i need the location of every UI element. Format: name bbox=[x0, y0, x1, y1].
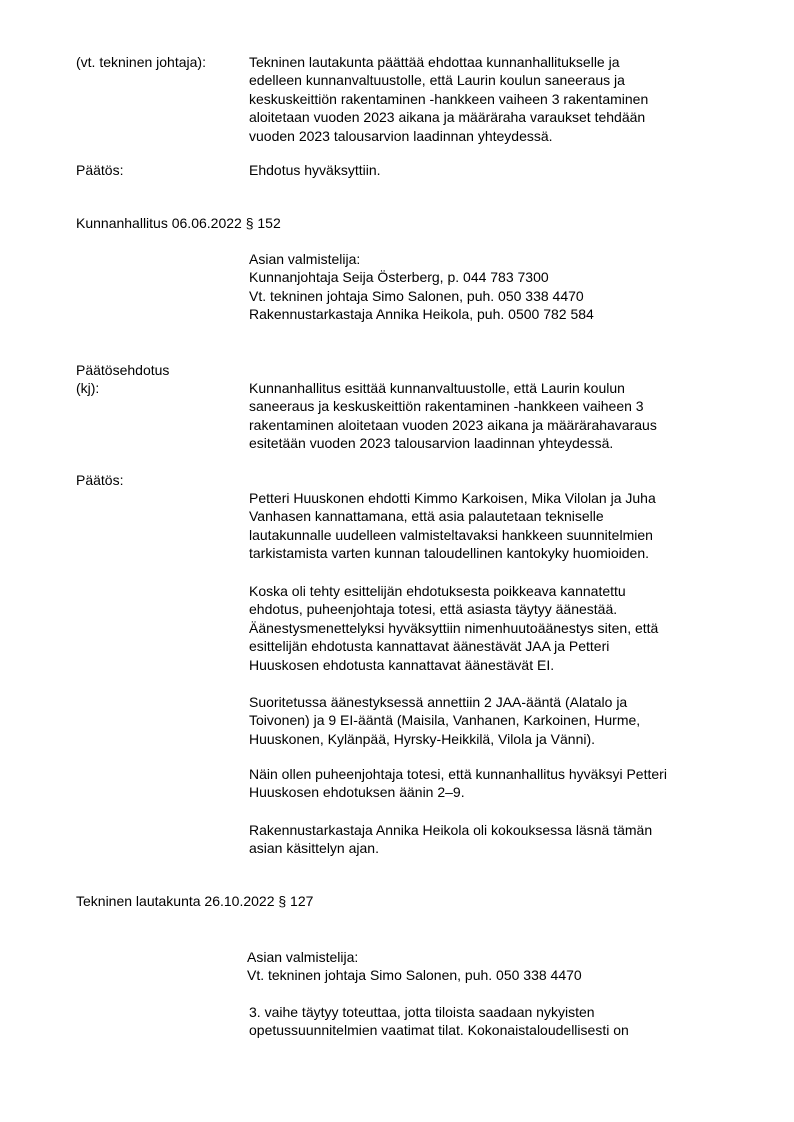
text-line: Päätösehdotus bbox=[76, 362, 170, 378]
text-line: Koska oli tehty esittelijän ehdotuksesta poikkeava kannatettu bbox=[249, 583, 626, 599]
decision-paragraph bbox=[249, 693, 640, 748]
text-line: Huuskosen ehdotusta kannattavat äänestävät EI. bbox=[249, 656, 555, 673]
text-line: Petteri Huuskonen ehdotti Kimmo Karkoisen, Mika Vilolan ja Juha bbox=[249, 490, 656, 506]
text-line: aloitetaan vuoden 2023 aikana ja määräraha varaukset tehdään bbox=[249, 109, 646, 126]
text-line: opetussuunnitelmien vaatimat tilat. Kokonaistaloudellisesti on bbox=[249, 1022, 629, 1039]
text-line: rakentaminen aloitetaan vuoden 2023 aikana ja määrärahavaraus bbox=[249, 416, 657, 433]
text-line: asian käsittelyn ajan. bbox=[249, 840, 379, 857]
text-line: keskuskeittiön rakentaminen -hankkeen vaiheen 3 rakentaminen bbox=[249, 90, 649, 107]
text-line: ehdotus, puheenjohtaja totesi, että asiasta täytyy äänestää. bbox=[249, 601, 618, 618]
decision-paragraph bbox=[249, 582, 658, 674]
text-line: tarkistamista varten kunnan taloudellinen kantokyky huomioiden. bbox=[249, 545, 650, 562]
text-line: Huuskonen, Kylänpää, Hyrsky-Heikkilä, Vilola ja Vänni). bbox=[249, 730, 596, 747]
text-line: 3. vaihe täytyy toteuttaa, jotta tiloista saadaan nykyisten bbox=[249, 1004, 595, 1020]
text-line: saneeraus ja keskuskeittiön rakentaminen -hankkeen vaiheen 3 bbox=[249, 398, 644, 415]
section-heading: Tekninen lautakunta 26.10.2022 § 127 bbox=[76, 893, 314, 909]
text-line: Huuskosen ehdotuksen äänin 2–9. bbox=[249, 784, 465, 801]
text-line: Vt. tekninen johtaja Simo Salonen, puh. 050 338 4470 bbox=[249, 287, 584, 304]
text-line: esittelijän ehdotusta kannattavat äänestävät JAA ja Petteri bbox=[249, 638, 610, 655]
decision-label: Päätös: bbox=[76, 162, 124, 178]
preparers bbox=[249, 250, 594, 324]
decision-paragraph bbox=[249, 489, 656, 563]
text-line: Kunnanhallitus esittää kunnanvaltuustolle, että Laurin koulun bbox=[249, 380, 625, 396]
text-line: lautakunnalle uudelleen valmisteltavaksi hankkeen suunnitelmien bbox=[249, 526, 653, 543]
text-line: Rakennustarkastaja Annika Heikola oli kokouksessa läsnä tämän bbox=[249, 822, 653, 838]
text-line: Kunnanjohtaja Seija Österberg, p. 044 783 7300 bbox=[249, 269, 549, 286]
proposal-label bbox=[76, 361, 169, 398]
text-line: Äänestysmenettelyksi hyväksyttiin nimenhuutoäänestys siten, että bbox=[249, 619, 659, 636]
text-line: Rakennustarkastaja Annika Heikola, puh. 0500 782 584 bbox=[249, 306, 594, 323]
decision-label: Päätös: bbox=[76, 472, 124, 488]
proposal-text bbox=[249, 53, 648, 145]
text-line: esitetään vuoden 2023 talousarvion laadinnan yhteydessä. bbox=[249, 435, 614, 452]
preparers bbox=[247, 948, 582, 985]
decision-paragraph bbox=[249, 821, 652, 858]
text-line: (kj): bbox=[76, 380, 100, 397]
text-line: Tekninen lautakunta päättää ehdottaa kunnanhallitukselle ja bbox=[249, 54, 620, 70]
text-line: Suoritetussa äänestyksessä annettiin 2 JAA-ääntä (Alatalo ja bbox=[249, 694, 628, 710]
text-line: Asian valmistelija: bbox=[249, 251, 361, 267]
section-heading: Kunnanhallitus 06.06.2022 § 152 bbox=[76, 215, 281, 231]
body-text bbox=[249, 1003, 629, 1040]
text-line: Vt. tekninen johtaja Simo Salonen, puh. 050 338 4470 bbox=[247, 967, 582, 984]
text-line: Toivonen) ja 9 EI-ääntä (Maisila, Vanhanen, Karkoinen, Hurme, bbox=[249, 712, 641, 729]
proposal-text bbox=[249, 379, 657, 453]
text-line: Vanhasen kannattamana, että asia palautetaan tekniselle bbox=[249, 508, 604, 525]
decision-text: Ehdotus hyväksyttiin. bbox=[249, 162, 381, 178]
text-line: edelleen kunnanvaltuustolle, että Laurin koulun saneeraus ja bbox=[249, 72, 625, 89]
decision-paragraph bbox=[249, 765, 667, 802]
text-line: Näin ollen puheenjohtaja totesi, että kunnanhallitus hyväksyi Petteri bbox=[249, 766, 667, 782]
text-line: Asian valmistelija: bbox=[247, 949, 359, 965]
label-technical-director: (vt. tekninen johtaja): bbox=[76, 54, 206, 70]
text-line: vuoden 2023 talousarvion laadinnan yhteydessä. bbox=[249, 127, 553, 144]
